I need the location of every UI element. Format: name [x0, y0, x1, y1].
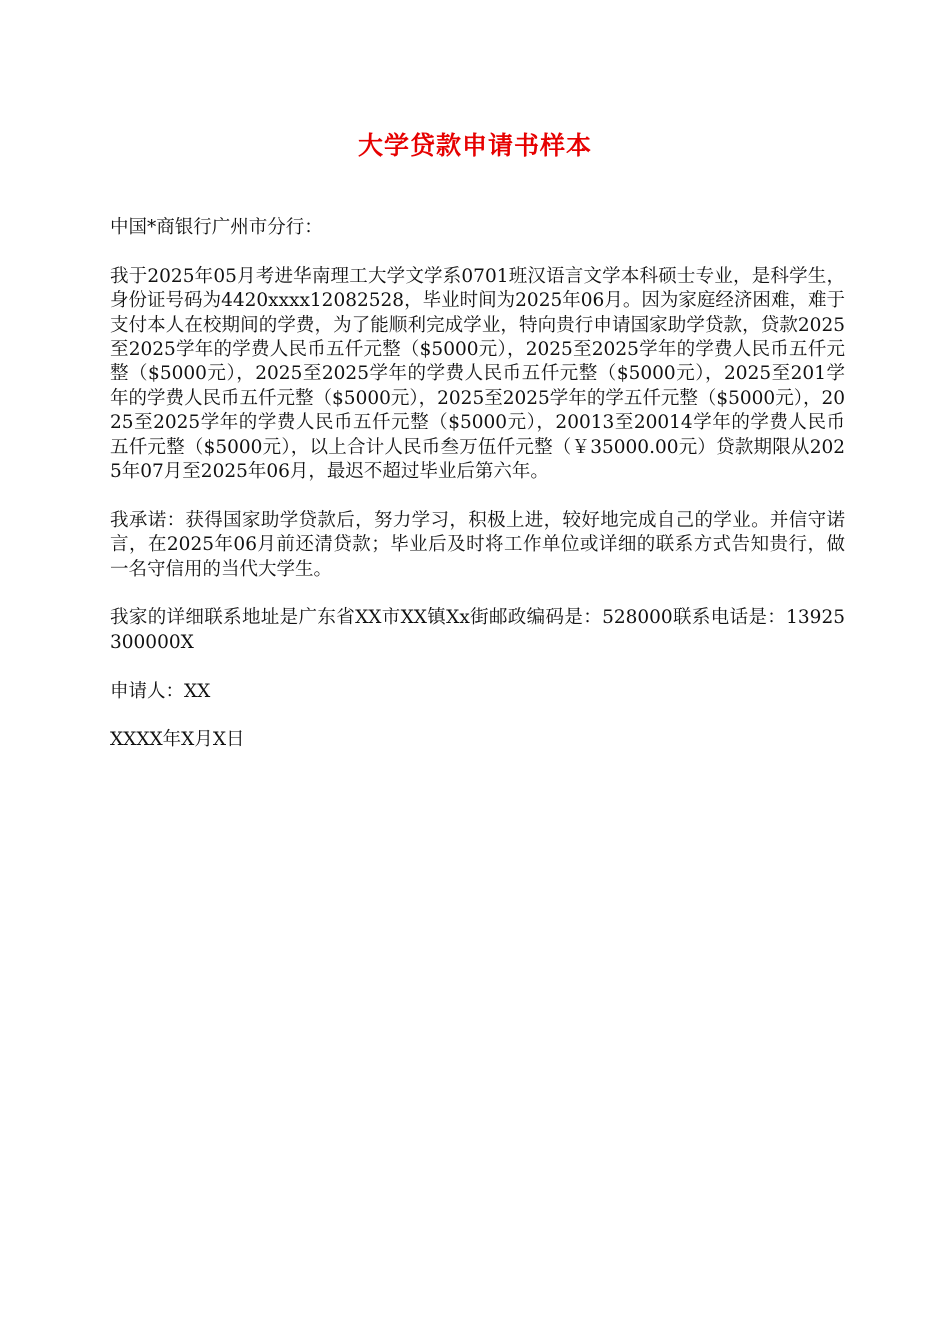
body-paragraph-commitment: 我承诺：获得国家助学贷款后，努力学习，积极上进，较好地完成自己的学业。并信守诺言，在2025年06月前还清贷款；毕业后及时将工作单位或详细的联系方式告知贵行，做一名守信用的当代大学生。	[110, 509, 845, 580]
document-title: 大学贷款申请书样本	[357, 131, 592, 160]
salutation: 中国*商银行广州市分行：	[110, 217, 323, 238]
body-paragraph-contact: 我家的详细联系地址是广东省XX市XX镇Xx街邮政编码是：528000联系电话是：13925300000X	[110, 607, 845, 653]
applicant-signature: 申请人：XX	[110, 680, 211, 702]
application-date: XXXX年X月X日	[110, 729, 245, 751]
body-paragraph-application: 我于2025年05月考进华南理工大学文学系0701班汉语言文学本科硕士专业，是科学生，身份证号码为4420xxxx12082528，毕业时间为2025年06月。因为家庭经济困难，难于支付本人在校期间的学费，为了能顺利完成学业，特向贵行申请国家助学贷款，贷款2025至2025学年的学费人民币五仟元整（$5000元），2025至2025学年的学费人民币五仟元整（$5000元），2025至2025学年的学费人民币五仟元整（$5000元），2025至201学年的学费人民币五仟元整（$5000元），2025至2025学年的学五仟元整（$5000元），2025至2025学年的学费人民币五仟元整（$5000元），20013至20014学年的学费人民币五仟元整（$5000元），以上合计人民币叁万伍仟元整（￥35000.00元）贷款期限从2025年07月至2025年06月，最迟不超过毕业后第六年。	[110, 265, 845, 483]
document-body	[110, 216, 845, 777]
